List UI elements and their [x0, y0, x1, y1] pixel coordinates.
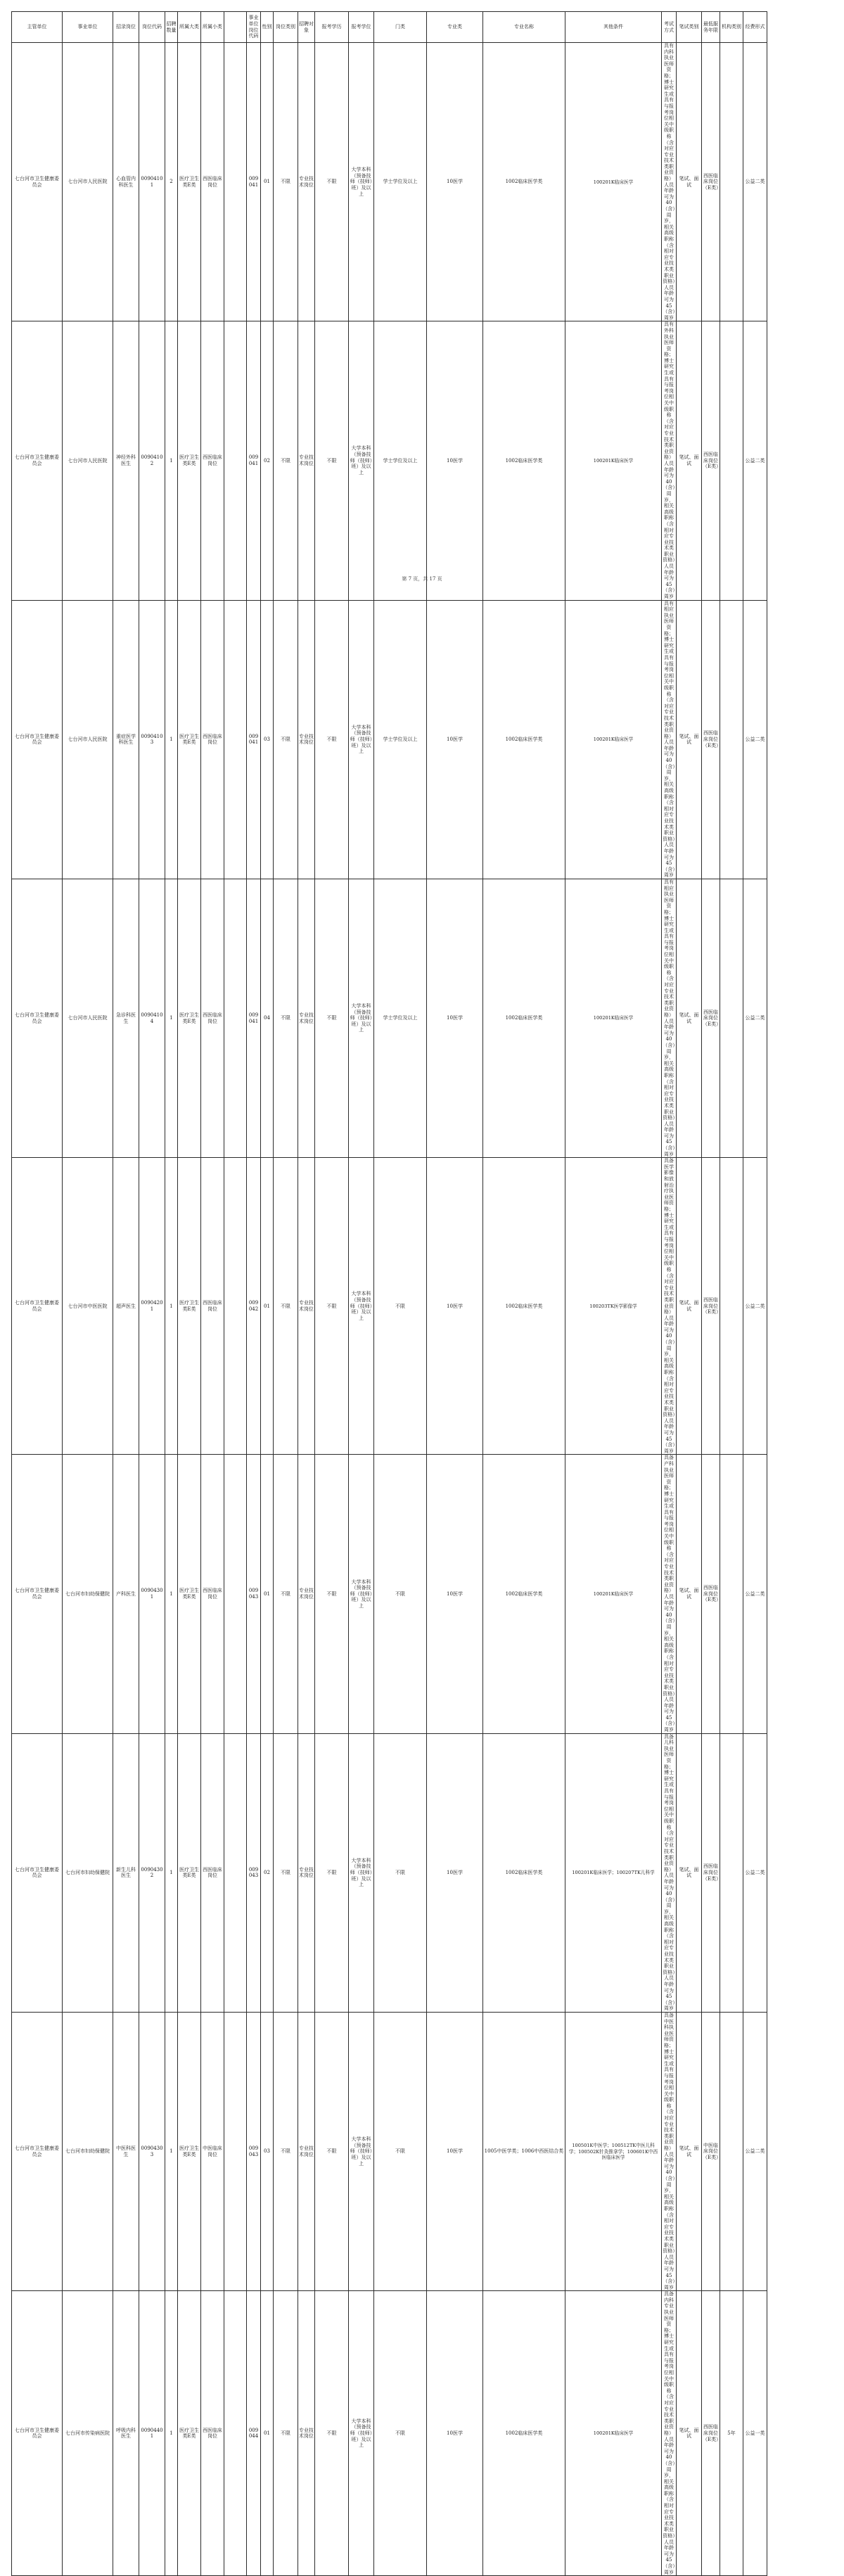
- written-type-cell: 笔试、面试: [677, 600, 702, 879]
- org-type-cell: [720, 321, 743, 600]
- gap-cell: [224, 1455, 247, 1733]
- min-service-cell: 西医临床岗位（E类）: [702, 879, 720, 1157]
- gender-cell: 01: [261, 2291, 274, 2576]
- major-class-cell: 10医学: [427, 600, 483, 879]
- header-post-type: 岗位类别: [274, 12, 298, 43]
- gender-cell: 04: [261, 879, 274, 1157]
- institution-cell: 七台河市人民医院: [63, 600, 113, 879]
- institution-cell: 七台河市妇幼保健院: [63, 1733, 113, 2012]
- written-type-cell: 笔试、面试: [677, 2012, 702, 2290]
- table-row: [12, 1158, 767, 1455]
- conditions-cell: 100201K临床医学: [565, 600, 662, 879]
- discipline-cell: 学士学位及以上: [374, 43, 427, 321]
- post-type-cell: 不限: [274, 879, 298, 1157]
- supervisor-cell: 七台河市卫生健康委员会: [12, 1455, 63, 1733]
- written-type-cell: 笔试、面试: [677, 2291, 702, 2576]
- header-post-code: 岗位代码: [139, 12, 165, 43]
- org-type-cell: [720, 1455, 743, 1733]
- post-cell: 神经外科医生: [113, 321, 139, 600]
- major-class-cell: 10医学: [427, 2291, 483, 2576]
- header-row: [12, 12, 767, 43]
- degree-cell: 大学本科（预备技师（技师）班）及以上: [349, 600, 374, 879]
- conditions-cell: 100201K临床医学: [565, 1455, 662, 1733]
- subcategory-cell: 西医临床岗位: [201, 600, 224, 879]
- post-code-cell: 00904201: [139, 1158, 165, 1455]
- post-type-cell: 不限: [274, 321, 298, 600]
- major-name-cell: 1002临床医学类: [483, 1158, 565, 1455]
- exam-method-cell: 具有外科执业医师资格；博士研究生或具有与报考岗位相关中级职称（含对应专业技术类职业资格）人员年龄可为40（含）周岁，相关高级职称（含相对应专业技术类职业资格）人员年龄可为45（含）周岁: [663, 321, 675, 600]
- category-cell: 医疗卫生类E类: [178, 321, 201, 600]
- discipline-cell: 学士学位及以上: [374, 600, 427, 879]
- gap-cell: [224, 2291, 247, 2576]
- funding-cell: 公益二类: [743, 43, 767, 321]
- min-service-cell: 西医临床岗位（E类）: [702, 1733, 720, 2012]
- min-service-cell: 中医临床岗位（E类）: [702, 2012, 720, 2290]
- supervisor-cell: 七台河市卫生健康委员会: [12, 879, 63, 1157]
- target-cell: 专业技术岗位: [298, 1158, 315, 1455]
- institution-cell: 七台河市妇幼保健院: [63, 2012, 113, 2290]
- header-min-service: 最低服务年限: [702, 12, 720, 43]
- table-row: [12, 43, 767, 321]
- conditions-cell: 100201K临床医学: [565, 321, 662, 600]
- table-row: [12, 600, 767, 879]
- header-supervisor: 主管单位: [12, 12, 63, 43]
- org-type-cell: [720, 2012, 743, 2290]
- post-code-cell: 00904104: [139, 879, 165, 1157]
- count-cell: 2: [165, 43, 178, 321]
- inst-post-code-cell: 009044: [247, 2291, 261, 2576]
- major-class-cell: 10医学: [427, 321, 483, 600]
- exam-method-cell: 具备儿科执业医师资格；博士研究生或具有与报考岗位相关中级职称（含对应专业技术类职业资格）人员年龄可为40（含）周岁，相关高级职称（含相对应专业技术类职业资格）人员年龄可为45（含）周岁: [663, 1733, 675, 2012]
- table-row: [12, 2012, 767, 2290]
- discipline-cell: 不限: [374, 1455, 427, 1733]
- discipline-cell: 不限: [374, 2291, 427, 2576]
- discipline-cell: 不限: [374, 1733, 427, 2012]
- supervisor-cell: 七台河市卫生健康委员会: [12, 600, 63, 879]
- major-name-cell: 1002临床医学类: [483, 2291, 565, 2576]
- degree-cell: 大学本科（预备技师（技师）班）及以上: [349, 2291, 374, 2576]
- funding-cell: 公益二类: [743, 879, 767, 1157]
- supervisor-cell: 七台河市卫生健康委员会: [12, 321, 63, 600]
- gap-cell: [224, 2012, 247, 2290]
- degree-cell: 大学本科（预备技师（技师）班）及以上: [349, 43, 374, 321]
- target-cell: 专业技术岗位: [298, 321, 315, 600]
- funding-cell: 公益二类: [743, 321, 767, 600]
- inst-post-code-cell: 009041: [247, 600, 261, 879]
- supervisor-cell: 七台河市卫生健康委员会: [12, 2012, 63, 2290]
- min-service-cell: 西医临床岗位（E类）: [702, 600, 720, 879]
- discipline-cell: 不限: [374, 1158, 427, 1455]
- header-funding: 经费形式: [743, 12, 767, 43]
- org-type-cell: [720, 1158, 743, 1455]
- min-service-cell: 西医临床岗位（E类）: [702, 321, 720, 600]
- conditions-cell: 100203TK医学影像学: [565, 1158, 662, 1455]
- discipline-cell: 学士学位及以上: [374, 879, 427, 1157]
- org-type-cell: 5年: [720, 2291, 743, 2576]
- header-discipline: 门类: [374, 12, 427, 43]
- target-cell: 专业技术岗位: [298, 2291, 315, 2576]
- header-category: 所属大类: [178, 12, 201, 43]
- major-name-cell: 1005中医学类；1006中西医结合类: [483, 2012, 565, 2290]
- table-row: [12, 2291, 767, 2576]
- category-cell: 医疗卫生类E类: [178, 879, 201, 1157]
- org-type-cell: [720, 879, 743, 1157]
- supervisor-cell: 七台河市卫生健康委员会: [12, 1733, 63, 2012]
- exam-method-cell: 具备中医科执业医师资格；博士研究生或具有与报考岗位相关中级职称（含对应专业技术类职业资格）人员年龄可为40（含）周岁，相关高级职称（含相对应专业技术类职业资格）人员年龄可为45（含）周岁: [663, 2012, 675, 2290]
- funding-cell: 公益一类: [743, 2291, 767, 2576]
- gender-cell: 01: [261, 1455, 274, 1733]
- post-type-cell: 不限: [274, 1455, 298, 1733]
- header-major-class: 专业类: [427, 12, 483, 43]
- inst-post-code-cell: 009042: [247, 1158, 261, 1455]
- header-degree: 报考学位: [349, 12, 374, 43]
- min-service-cell: 西医临床岗位（E类）: [702, 1455, 720, 1733]
- written-type-cell: 笔试、面试: [677, 1158, 702, 1455]
- table-row: [12, 879, 767, 1157]
- post-type-cell: 不限: [274, 43, 298, 321]
- major-class-cell: 10医学: [427, 1733, 483, 2012]
- conditions-cell: 100201K临床医学；100207TK儿科学: [565, 1733, 662, 2012]
- post-code-cell: 00904401: [139, 2291, 165, 2576]
- target-cell: 专业技术岗位: [298, 2012, 315, 2290]
- target-cell: 专业技术岗位: [298, 879, 315, 1157]
- subcategory-cell: 中医临床岗位: [201, 2012, 224, 2290]
- table-body: [12, 43, 767, 2576]
- header-target: 招聘对象: [298, 12, 315, 43]
- header-post: 招录岗位: [113, 12, 139, 43]
- min-service-cell: 西医临床岗位（E类）: [702, 1158, 720, 1455]
- degree-cell: 大学本科（预备技师（技师）班）及以上: [349, 1733, 374, 2012]
- post-cell: 急诊科医生: [113, 879, 139, 1157]
- education-cell: 不限: [315, 1158, 349, 1455]
- exam-method-cell: 具备内科专业执业医师资格；博士研究生或具有与报考岗位相关中级职称（含对应专业技术类职业资格）人员年龄可为40（含）周岁，相关高级职称（含相对应专业技术类职业资格）人员年龄可为45（含）周岁: [663, 2291, 675, 2575]
- funding-cell: 公益二类: [743, 1733, 767, 2012]
- count-cell: 1: [165, 1455, 178, 1733]
- post-code-cell: 00904303: [139, 2012, 165, 2290]
- major-name-cell: 1002临床医学类: [483, 1455, 565, 1733]
- supervisor-cell: 七台河市卫生健康委员会: [12, 2291, 63, 2576]
- exam-method-cell: 具有相应执业医师资格；博士研究生或具有与报考岗位相关中级职称（含对应专业技术类职业资格）人员年龄可为40（含）周岁，相关高级职称（含相对应专业技术类职业资格）人员年龄可为45（含）周岁: [663, 879, 675, 1157]
- discipline-cell: 学士学位及以上: [374, 321, 427, 600]
- gap-cell: [224, 43, 247, 321]
- post-cell: 中医科医生: [113, 2012, 139, 2290]
- education-cell: 不限: [315, 321, 349, 600]
- subcategory-cell: 西医临床岗位: [201, 879, 224, 1157]
- education-cell: 不限: [315, 879, 349, 1157]
- funding-cell: 公益二类: [743, 2012, 767, 2290]
- degree-cell: 大学本科（预备技师（技师）班）及以上: [349, 321, 374, 600]
- count-cell: 1: [165, 1733, 178, 2012]
- gender-cell: 03: [261, 600, 274, 879]
- category-cell: 医疗卫生类E类: [178, 2012, 201, 2290]
- org-type-cell: [720, 43, 743, 321]
- category-cell: 医疗卫生类E类: [178, 1455, 201, 1733]
- conditions-cell: 100201K临床医学: [565, 2291, 662, 2576]
- major-class-cell: 10医学: [427, 2012, 483, 2290]
- count-cell: 1: [165, 2291, 178, 2576]
- header-major-name: 专业名称: [483, 12, 565, 43]
- post-type-cell: 不限: [274, 2291, 298, 2576]
- post-cell: 超声医生: [113, 1158, 139, 1455]
- gender-cell: 01: [261, 1158, 274, 1455]
- post-code-cell: 00904103: [139, 600, 165, 879]
- written-type-cell: 笔试、面试: [677, 321, 702, 600]
- post-code-cell: 00904302: [139, 1733, 165, 2012]
- conditions-cell: 100501K中医学；100512TK中医儿科学；100502K针灸推拿学；100601K中西医临床医学: [565, 2012, 662, 2290]
- major-name-cell: 1002临床医学类: [483, 879, 565, 1157]
- target-cell: 专业技术岗位: [298, 1455, 315, 1733]
- inst-post-code-cell: 009043: [247, 1733, 261, 2012]
- degree-cell: 大学本科（预备技师（技师）班）及以上: [349, 1455, 374, 1733]
- gender-cell: 02: [261, 1733, 274, 2012]
- table-row: [12, 321, 767, 600]
- supervisor-cell: 七台河市卫生健康委员会: [12, 1158, 63, 1455]
- major-name-cell: 1002临床医学类: [483, 1733, 565, 2012]
- subcategory-cell: 西医临床岗位: [201, 43, 224, 321]
- header-count: 招聘数量: [165, 12, 178, 43]
- count-cell: 1: [165, 2012, 178, 2290]
- education-cell: 不限: [315, 2291, 349, 2576]
- category-cell: 医疗卫生类E类: [178, 43, 201, 321]
- major-class-cell: 10医学: [427, 1455, 483, 1733]
- education-cell: 不限: [315, 600, 349, 879]
- education-cell: 不限: [315, 1733, 349, 2012]
- count-cell: 1: [165, 321, 178, 600]
- min-service-cell: 西医临床岗位（E类）: [702, 2291, 720, 2576]
- header-gap: [224, 12, 247, 43]
- funding-cell: 公益二类: [743, 600, 767, 879]
- header-org-type: 机构类别: [720, 12, 743, 43]
- major-name-cell: 1002临床医学类: [483, 600, 565, 879]
- institution-cell: 七台河市人民医院: [63, 321, 113, 600]
- funding-cell: 公益二类: [743, 1158, 767, 1455]
- post-code-cell: 00904102: [139, 321, 165, 600]
- subcategory-cell: 西医临床岗位: [201, 1158, 224, 1455]
- inst-post-code-cell: 009041: [247, 879, 261, 1157]
- inst-post-code-cell: 009041: [247, 321, 261, 600]
- category-cell: 医疗卫生类E类: [178, 1733, 201, 2012]
- post-type-cell: 不限: [274, 2012, 298, 2290]
- written-type-cell: 笔试、面试: [677, 1733, 702, 2012]
- gender-cell: 01: [261, 43, 274, 321]
- header-written-type: 笔试类别: [677, 12, 702, 43]
- gender-cell: 02: [261, 321, 274, 600]
- category-cell: 医疗卫生类E类: [178, 600, 201, 879]
- inst-post-code-cell: 009043: [247, 2012, 261, 2290]
- major-class-cell: 10医学: [427, 1158, 483, 1455]
- funding-cell: 公益二类: [743, 1455, 767, 1733]
- conditions-cell: 100201K临床医学: [565, 43, 662, 321]
- written-type-cell: 笔试、面试: [677, 1455, 702, 1733]
- exam-method-cell: 具备医学影像和放射治疗执业医师资格；博士研究生或具有与报考岗位相关中级职称（含对应专业技术类职业资格）人员年龄可为40（含）周岁，相关高级职称（含相对应专业技术类职业资格）人员年龄可为45（含）周岁: [663, 1158, 675, 1454]
- institution-cell: 七台河市妇幼保健院: [63, 1455, 113, 1733]
- header-subcategory: 所属小类: [201, 12, 224, 43]
- header-education: 报考学历: [315, 12, 349, 43]
- exam-method-cell: 具有内科执业医师资格；博士研究生或具有与报考岗位相关中级职称（含对应专业技术类职业资格）人员年龄可为40（含）周岁，相关高级职称（含相对应专业技术类职业资格）人员年龄可为45（含）周岁: [663, 43, 675, 321]
- post-cell: 产科医生: [113, 1455, 139, 1733]
- header-exam-method: 考试方式: [662, 12, 677, 43]
- header-conditions: 其他条件: [565, 12, 662, 43]
- post-type-cell: 不限: [274, 1733, 298, 2012]
- discipline-cell: 不限: [374, 2012, 427, 2290]
- count-cell: 1: [165, 1158, 178, 1455]
- subcategory-cell: 西医临床岗位: [201, 1455, 224, 1733]
- page-footer: 第 7 页，共 17 页: [402, 576, 442, 582]
- institution-cell: 七台河市人民医院: [63, 43, 113, 321]
- education-cell: 不限: [315, 2012, 349, 2290]
- min-service-cell: 西医临床岗位（E类）: [702, 43, 720, 321]
- target-cell: 专业技术岗位: [298, 600, 315, 879]
- post-type-cell: 不限: [274, 600, 298, 879]
- gap-cell: [224, 321, 247, 600]
- inst-post-code-cell: 009041: [247, 43, 261, 321]
- post-cell: 新生儿科医生: [113, 1733, 139, 2012]
- inst-post-code-cell: 009043: [247, 1455, 261, 1733]
- target-cell: 专业技术岗位: [298, 43, 315, 321]
- table-row: [12, 1733, 767, 2012]
- major-name-cell: 1002临床医学类: [483, 321, 565, 600]
- supervisor-cell: 七台河市卫生健康委员会: [12, 43, 63, 321]
- org-type-cell: [720, 600, 743, 879]
- subcategory-cell: 西医临床岗位: [201, 2291, 224, 2576]
- major-class-cell: 10医学: [427, 879, 483, 1157]
- written-type-cell: 笔试、面试: [677, 879, 702, 1157]
- post-cell: 呼吸内科医生: [113, 2291, 139, 2576]
- post-cell: 重症医学科医生: [113, 600, 139, 879]
- subcategory-cell: 西医临床岗位: [201, 1733, 224, 2012]
- degree-cell: 大学本科（预备技师（技师）班）及以上: [349, 1158, 374, 1455]
- category-cell: 医疗卫生类E类: [178, 1158, 201, 1455]
- header-institution: 事业单位: [63, 12, 113, 43]
- post-cell: 心血管内科医生: [113, 43, 139, 321]
- education-cell: 不限: [315, 43, 349, 321]
- target-cell: 专业技术岗位: [298, 1733, 315, 2012]
- institution-cell: 七台河市传染病医院: [63, 2291, 113, 2576]
- gender-cell: 03: [261, 2012, 274, 2290]
- gap-cell: [224, 879, 247, 1157]
- gap-cell: [224, 600, 247, 879]
- institution-cell: 七台河市人民医院: [63, 879, 113, 1157]
- major-class-cell: 10医学: [427, 43, 483, 321]
- post-type-cell: 不限: [274, 1158, 298, 1455]
- conditions-cell: 100201K临床医学: [565, 879, 662, 1157]
- written-type-cell: 笔试、面试: [677, 43, 702, 321]
- education-cell: 不限: [315, 1455, 349, 1733]
- major-name-cell: 1002临床医学类: [483, 43, 565, 321]
- subcategory-cell: 西医临床岗位: [201, 321, 224, 600]
- table-row: [12, 1455, 767, 1733]
- exam-method-cell: 具备产科执业医师资格；博士研究生或具有与报考岗位相关中级职称（含对应专业技术类职业资格）人员年龄可为40（含）周岁，相关高级职称（含相对应专业技术类职业资格）人员年龄可为45（含）周岁: [663, 1455, 675, 1733]
- degree-cell: 大学本科（预备技师（技师）班）及以上: [349, 879, 374, 1157]
- gap-cell: [224, 1733, 247, 2012]
- count-cell: 1: [165, 879, 178, 1157]
- org-type-cell: [720, 1733, 743, 2012]
- gap-cell: [224, 1158, 247, 1455]
- post-code-cell: 00904101: [139, 43, 165, 321]
- header-inst-post-code: 事业单位岗位代码: [247, 12, 261, 43]
- recruitment-table: [11, 11, 767, 2576]
- count-cell: 1: [165, 600, 178, 879]
- category-cell: 医疗卫生类E类: [178, 2291, 201, 2576]
- exam-method-cell: 具有相应执业医师资格；博士研究生或具有与报考岗位相关中级职称（含对应专业技术类职业资格）人员年龄可为40（含）周岁，相关高级职称（含相对应专业技术类职业资格）人员年龄可为45（含）周岁: [663, 600, 675, 879]
- institution-cell: 七台河市中医医院: [63, 1158, 113, 1455]
- post-code-cell: 00904301: [139, 1455, 165, 1733]
- header-gender: 性别: [261, 12, 274, 43]
- degree-cell: 大学本科（预备技师（技师）班）及以上: [349, 2012, 374, 2290]
